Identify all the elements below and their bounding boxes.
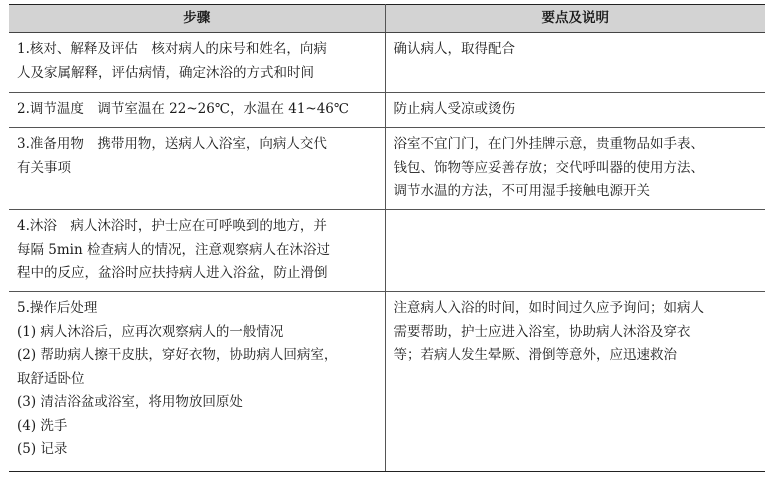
note-line: 钱包、饰物等应妥善存放；交代呼叫器的使用方法、 [393,159,704,176]
table-row [9,128,765,210]
step-line: 每隔 5min 检查病人的情况，注意观察病人在沐浴过 [17,241,330,258]
note-line: 浴室不宜门门，在门外挂牌示意，贵重物品如手表、 [393,136,704,152]
step-line: (2) 帮助病人擦干皮肤，穿好衣物，协助病人回病室， [17,347,338,363]
step-line: 2.调节温度 调节室温在 22~26℃，水温在 41~46℃ [17,101,350,117]
step-line: 1.核对、解释及评估 核对病人的床号和姓名，向病 [17,41,327,57]
procedure-table [9,4,765,472]
note-line: 等；若病人发生晕厥、滑倒等意外，应迅速救治 [393,347,677,363]
table-row [9,93,765,128]
note-line: 确认病人，取得配合 [393,41,515,57]
note-line: 防止病人受凉或烫伤 [393,101,515,117]
step-line: 程中的反应，盆浴时应扶持病人进入浴盆，防止滑倒 [17,265,328,281]
step-cell [9,210,385,292]
header-row [9,5,765,33]
table-row [9,33,765,93]
note-cell [385,33,765,93]
note-cell [385,210,765,292]
step-line: 5.操作后处理 [17,300,98,316]
notes-header: 要点及说明 [385,5,765,33]
step-line: 4.沐浴 病人沐浴时，护士应在可呼唤到的地方，并 [17,218,327,234]
table-row [9,292,765,472]
step-line: 有关事项 [17,159,71,176]
step-line: (1) 病人沐浴后，应再次观察病人的一般情况 [17,323,284,340]
note-cell [385,93,765,128]
step-cell [9,128,385,210]
step-line: 人及家属解释，评估病情，确定沐浴的方式和时间 [17,64,314,81]
step-line: 取舒适卧位 [17,370,85,387]
step-line: (3) 清洁浴盆或浴室，将用物放回原处 [17,394,243,410]
note-line: 注意病人入浴的时间，如时间过久应予询问；如病人 [393,300,704,316]
table-row [9,210,765,292]
step-cell [9,93,385,128]
step-line: (5) 记录 [17,441,68,457]
steps-header: 步骤 [9,5,385,33]
step-line: 3.准备用物 携带用物，送病人入浴室，向病人交代 [17,136,327,152]
note-line: 需要帮助，护士应进入浴室，协助病人沐浴及穿衣 [393,323,691,340]
note-cell [385,128,765,210]
step-line: (4) 洗手 [17,417,68,434]
step-cell [9,33,385,93]
note-cell [385,292,765,472]
note-line: 调节水温的方法，不可用湿手接触电源开关 [393,183,650,199]
step-cell [9,292,385,472]
